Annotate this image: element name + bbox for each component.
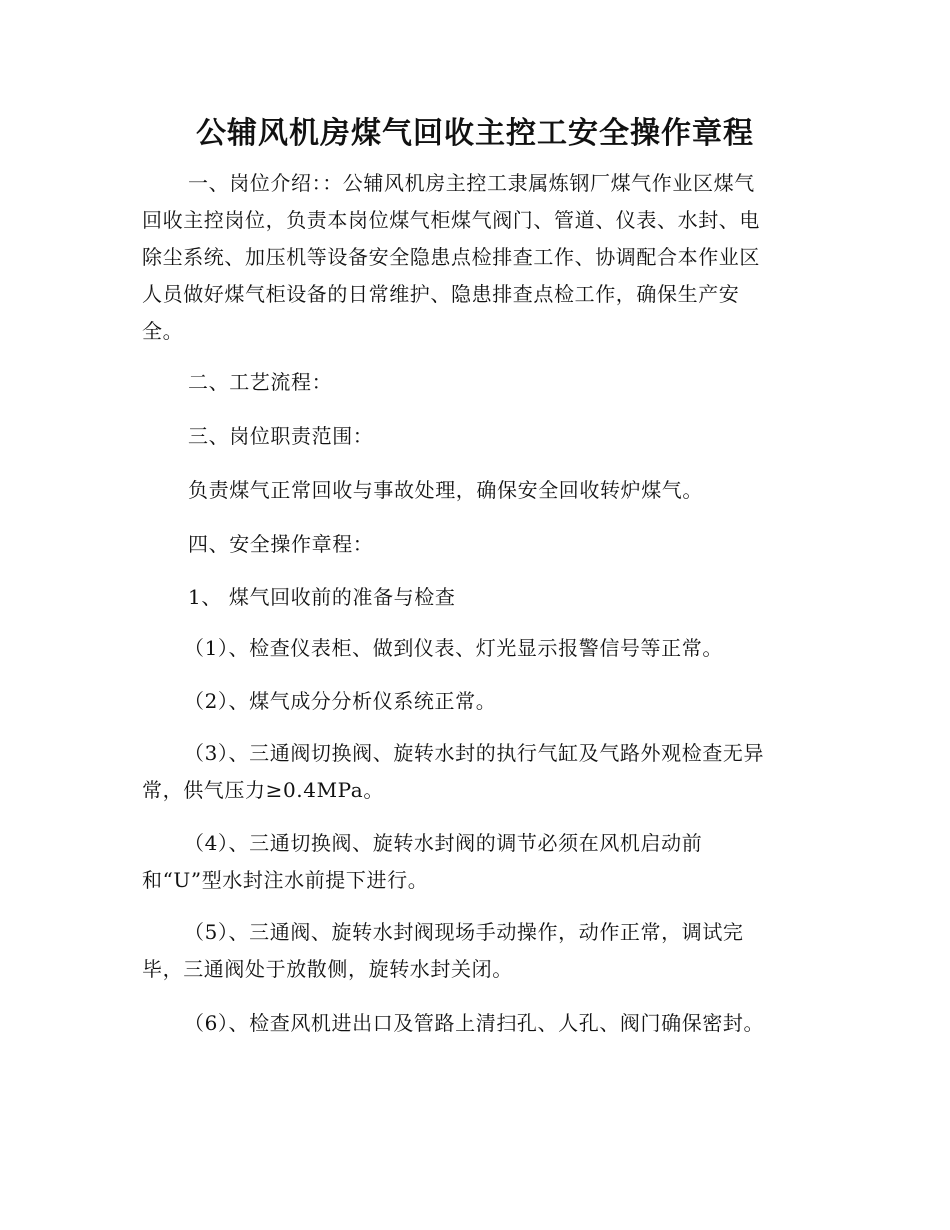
item-1-heading: 1、 煤气回收前的准备与检查 <box>188 585 456 609</box>
sub-item-4-line: 和“U”型水封注水前提下进行。 <box>142 868 429 892</box>
section-1-line: 全。 <box>142 319 184 343</box>
sub-item-5-line: 毕，三通阀处于放散侧，旋转水封关闭。 <box>142 957 513 981</box>
sub-item-3-line: （3）、三通阀切换阀、旋转水封的执行气缸及气路外观检查无异 <box>184 741 765 765</box>
section-3-heading: 三、岗位职责范围： <box>188 424 374 448</box>
section-2-heading: 二、工艺流程： <box>188 370 333 394</box>
sub-item-2: （2）、煤气成分分析仪系统正常。 <box>184 689 497 713</box>
sub-item-3-line: 常，供气压力≥0.4MPa。 <box>142 778 384 802</box>
section-1-line: 一、岗位介绍：：公辅风机房主控工隶属炼钢厂煤气作业区煤气 <box>188 171 755 195</box>
sub-item-4 <box>142 825 812 899</box>
sub-item-1: （1）、检查仪表柜、做到仪表、灯光显示报警信号等正常。 <box>184 636 723 660</box>
document-title: 公辅风机房煤气回收主控工安全操作章程 <box>196 116 754 151</box>
section-1-line: 人员做好煤气柜设备的日常维护、隐患排查点检工作，确保生产安 <box>142 282 740 306</box>
sub-item-4-line: （4）、三通切换阀、旋转水封阀的调节必须在风机启动前 <box>184 831 703 855</box>
section-1-line: 除尘系统、加压机等设备安全隐患点检排查工作、协调配合本作业区 <box>142 245 760 269</box>
section-4-heading: 四、安全操作章程： <box>188 532 374 556</box>
sub-item-3 <box>142 735 812 809</box>
sub-item-5 <box>142 914 812 988</box>
section-1-paragraph <box>142 165 812 350</box>
sub-item-6: （6）、检查风机进出口及管路上清扫孔、人孔、阀门确保密封。 <box>184 1011 765 1035</box>
section-3-body: 负责煤气正常回收与事故处理，确保安全回收转炉煤气。 <box>188 478 703 502</box>
sub-item-5-line: （5）、三通阀、旋转水封阀现场手动操作，动作正常，调试完 <box>184 920 744 944</box>
section-1-line: 回收主控岗位，负责本岗位煤气柜煤气阀门、管道、仪表、水封、电 <box>142 208 760 232</box>
